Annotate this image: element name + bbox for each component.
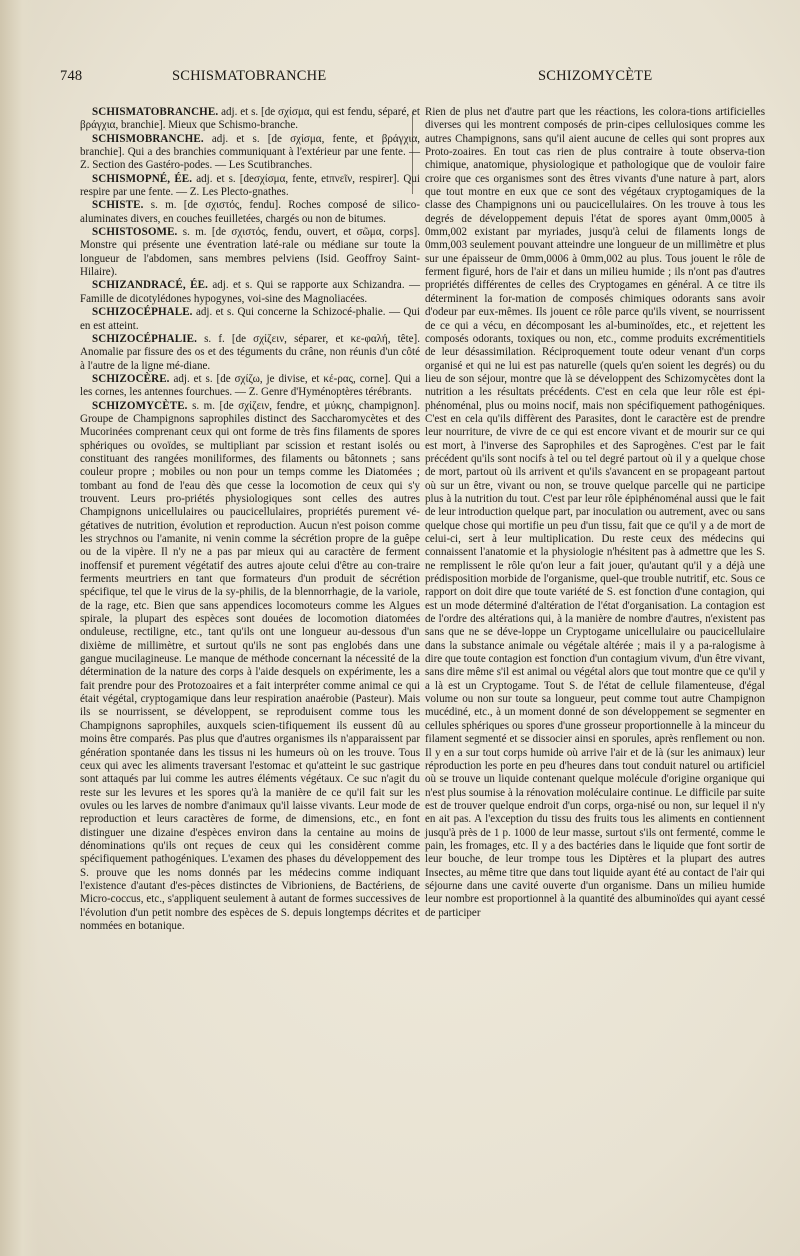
- entry-schistosome: [80, 226, 420, 279]
- entry-definition: s. m. [de σχιστός, fendu, ouvert, et σῶμα, corps]. Monstre qui présente une éventration laté-rale ou médiane sur toute la longueur de l'abdomen, sans membres pelviens (Isid. Geoffroy Saint-Hilaire).: [80, 226, 420, 279]
- entry-headword: SCHISTOSOME.: [92, 226, 178, 239]
- right-column: [425, 106, 765, 920]
- entry-definition: s. m. [de σχίζειν, fendre, et μύκης, champignon]. Groupe de Champignons saprophiles distinct des Saccharomycètes et des Mucorinées comprenant ceux qui ont forme de très fins filaments de spores sphériques ou ovoïdes, se multipliant par scission et restant isolés ou constituant des rangées moniliformes, des filaments ou bâtonnets ; sans couleur propre ; mobiles ou non pour un temps comme les Diatomées ; tombant au fond de l'eau dès que cesse la locomotion de ceux qui s'y trouvent. Leurs pro-priétés physiologiques sont celles des autres Champignons unicellulaires ou paucicellulaires, propriétés purement vé-gétatives de nutrition, évolution et reproduction. Aucun n'est poison comme les strychnos ou l'amanite, ni venin comme la sécrétion propre de la guêpe ou de la vipère. Il n'y ne a pas par mieux qui au caractère de ferment inoffensif et purement végétatif des autres ajoute celui d'être au con-traire ferments meurtriers en tant que formateurs d'un produit de sécrétion spécifique, tel que le virus de la sy-philis, de la blennorrhagie, de la variole, de la rage, etc. Bien que sans appendices locomoteurs comme les Algues spirale, la plupart des espèces sont douées de locomotion diatomées onduleuse, rectiligne, etc., tant qu'ils ont une longueur au-dessous d'un dixième de millimètre, et surtout qu'ils ne sont pas englobés dans une gangue mucilagineuse. Le manque de méthode concernant la nécessité de la détermination de la nature des corps à l'aide desquels on expérimente, les a fait prendre pour des Protozoaires et a fait interpréter comme animal ce qui était végétal, cryptogamique dans leur respiration anaérobie (Pasteur). Mais ils se nourrissent, se développent, se reproduisent comme tous les Champignons saprophiles, auxquels scien-tifiquement ils eussent dû au moins être comparés. Pas plus que d'autres organismes ils n'apparaissent par génération spontanée dans les tissus ni les humeurs où on les trouve. Tous ceux qui avec les aliments traversant l'estomac et qu'atteint le suc gastrique sont attaqués par lui comme les autres éléments végétaux. Ce suc n'agit du reste sur les levures et les spores qu'à la manière de ce qu'il fait sur les ovules ou les larves de nombre d'animaux qu'il laisse vivants. Leur mode de reproduction et leurs caractères de forme, de dimensions, etc., en font distinguer une dizaine d'espèces environ dans la centaine au moins de dénominations qu'ils ont reçues de ceux qui les considèrent comme spécifiquement pathogéniques. L'examen des phases du développement des S. prouve que les noms donnés par les médecins comme indiquant l'existence d'autant d'es-pèces distinctes de Vibrioniens, de Bactériens, de Micro-coccus, etc., s'appliquent seulement à autant de formes successives de l'évolution d'un petit nombre des espèces de S. depuis longtemps décrites et nommées en botanique.: [80, 399, 420, 932]
- entry-schizomycete: [80, 400, 420, 934]
- left-column: [80, 106, 420, 933]
- entry-schiste: [80, 199, 420, 226]
- entry-definition: adj. et s. Qui concerne la Schizocé-phalie. — Qui en est atteint.: [80, 306, 420, 332]
- entry-headword: SCHISTE.: [92, 199, 144, 212]
- page-number: 748: [60, 68, 83, 84]
- entry-definition: adj. et s. [de σχίσμα, fente, et βράγχια, branchie]. Qui a des branchies communiquant à l'extérieur par une fente. — Z. Section des Gastéro-podes. — Les Scutibranches.: [80, 132, 420, 172]
- book-spine-shadow: [0, 0, 38, 1256]
- right-running-head: SCHIZOMYCÈTE: [538, 68, 653, 84]
- entry-headword: SCHIZOCÉPHALIE.: [92, 332, 197, 345]
- entry-headword: SCHIZOMYCÈTE.: [92, 399, 188, 412]
- entry-schizocephale: [80, 306, 420, 333]
- left-running-head: SCHISMATOBRANCHE: [172, 68, 327, 84]
- entry-headword: SCHIZANDRACÉ, ÉE.: [92, 279, 208, 292]
- entry-definition: adj. et s. Qui se rapporte aux Schizandra. — Famille de dicotylédones hypogynes, voi-sine des Magnoliacées.: [80, 279, 420, 305]
- entry-headword: SCHISMOPNÉ, ÉE.: [92, 172, 193, 185]
- entry-schismatobranche: [80, 106, 420, 133]
- entry-schismobranche: [80, 133, 420, 173]
- entry-schizocephalie: [80, 333, 420, 373]
- entry-schismopne: [80, 173, 420, 200]
- entry-schizandrace: [80, 279, 420, 306]
- entry-headword: SCHIZOCÈRE.: [92, 372, 170, 385]
- entry-definition: adj. et s. [de σχίσμα, qui est fendu, séparé, et βράγχια, branchie]. Mieux que Schismo-branche.: [80, 106, 420, 132]
- running-header: [60, 68, 764, 92]
- continued-paragraph: Rien de plus net d'autre part que les réactions, les colora-tions artificielles diverses qui les montrent composés de prin-cipes cellulosiques comme les autres Champignons, sans qu'il aient aucune de celles qui sont propres aux Proto-zoaires. En tout cas rien de plus contraire à toute observa-tion chimique, anatomique, physiologique et pathologique que de vouloir faire croire que ces organismes sont des êtres vivants d'une nature à part, alors que tout montre en eux que ce sont des végétaux cryptogamiques de la classe des Champignons uni ou paucicellulaires. On les trouve à tous les degrés de développement depuis l'état de spores ayant 0mm,0005 à 0mm,002 existant par myriades, jusqu'à celui de filaments longs de 0mm,003 seulement pouvant atteindre une longueur de un millimètre et plus sur une épaisseur de 0mm,0006 à 0mm,002 au plus. Tous jouent le rôle de ferment figuré, hors de l'air et dans un milieu humide ; ils n'ont pas d'autres propriétés différentes de celles des Cryptogames en général. A ce titre ils déterminent la for-mation de composés chimiques odorants sans avoir d'odeur par eux-mêmes. Ils jouent ce rôle parce qu'ils vivent, se nourrissent de ce qui a vécu, en décomposant les al-buminoïdes, etc., et rejettent les composés odorants, toxiques ou non, etc., comme produits excrémentitiels de leur désassimilation. Réciproquement toute odeur venant d'un corps organisé et qui ne lui est pas naturelle (quels qu'en soient les degrés) ou du lieu de son séjour, montre que là se développent des Schizomycètes dont la nutrition a les résultats précédents. C'est en cela que leur rôle est épi-phénoménal, plus ou moins nocif, mais non spécifiquement pathogéniques. C'est en cela qu'ils diffèrent des Parasites, dont le caractère est de prendre leur nourriture, de vivre de ce qui est encore vivant et de mourir sur ce qui est mort, à l'inverse des Saprophiles et des Saprogènes. C'est par le fait précédent qu'ils sont nocifs à tel ou tel degré partout où il y a quelque chose de mort, partout où ils arrivent et qu'ils s'avancent en se propageant partout où sur un être, vivant ou non, se trouve quelque parcelle qui ne participe plus à la nutrition du tout. C'est par leur rôle épiphénoménal aussi que le fait de leur introduction quelque part, par inoculation ou autrement, avec ou sans quelque chose qui mortifie un peu d'un tissu, fait que ce qu'il y a de mort de celui-ci, sert à leur multiplication. Du reste ceux des médecins qui connaissent l'anatomie et la physiologie n'hésitent pas à admettre que les S. ne remplissent le rôle qu'on leur a fait jouer, qu'autant qu'il y a déjà une prédisposition morbide de l'organisme, quel-que trouble nutritif, etc. Sous ce rapport on doit dire que toute variété de S. est fonction d'une contagion, qui est un mode déterminé d'altération de l'état d'organisation. La contagion est de l'ordre des altérations qui, à la manière de nombre d'autres, n'existent pas sans que ne se déve-loppe un Cryptogame unicellulaire ou paucicellulaire dans la substance animale ou végétale altérée ; mais il y a pa-ralogisme à dire que toute contagion est fonction d'un contagium vivum, d'un être vivant, sans dire même s'il est animal ou végétal alors que tout montre que ce qu'il y a là est un Cryptogame. Tout S. de l'état de cellule filamenteuse, d'égal volume ou non sur toute sa longueur, peut comme tout autre Champignon mucédiné, etc., à un moment donné de son développement se segmenter en cellules sphériques ou spores d'une grosseur proportionnelle à la minceur du filament segmenté et se dissocier ainsi en sporules, après renflement ou non. Il y en a sur tout corps humide où arrive l'air et de là (sur les animaux) leur réproduction les porte en peu d'heures dans tout conduit naturel ou artificiel où se trouve un liquide contenant quelque molécule d'origine organique qui n'est plus soumise à la rénovation moléculaire continue. Le difficile par suite est de trouver quelque endroit d'un corps, orga-nisé ou non, sur lequel il n'y en ait pas. A l'exception du tissu des fruits tous les aliments en contiennent jusqu'à près de 1 p. 1000 de leur masse, surtout s'ils ont fermenté, comme le pain, les fromages, etc. Il y a des bactéries dans le liquide que font sortir de leur bouche, de leur trompe tous les Diptères et la plupart des autres Insectes, au même titre que dans tout liquide ayant été au contact de l'air qui séjourne dans une cavité ouverte d'un organisme. Dans un milieu humide leur nombre est proportionnel à la quantité des albuminoïdes qui ayant cessé de participer: [425, 106, 765, 919]
- entry-definition: s. m. [de σχιστός, fendu]. Roches composé de silico-aluminates divers, en couches feuilletées, chargés ou non de bitumes.: [80, 199, 420, 225]
- entry-definition: adj. et s. [de σχίζω, je divise, et κέ-ρας, corne]. Qui a les cornes, les antennes fourchues. — Z. Genre d'Hyménoptères térébrants.: [80, 372, 420, 399]
- entry-headword: SCHISMOBRANCHE.: [92, 132, 204, 145]
- entry-schizocere: [80, 373, 420, 400]
- entry-definition: s. f. [de σχίζειν, séparer, et κε-φαλή, tête]. Anomalie par fissure des os et des téguments du crâne, non réunis d'un côté à l'autre de la ligne mé-diane.: [80, 332, 420, 372]
- entry-definition: adj. et s. [deσχίσμα, fente, etπνεῖν, respirer]. Qui respire par une fente. — Z. Les Plecto-gnathes.: [80, 172, 420, 199]
- entry-headword: SCHISMATOBRANCHE.: [92, 106, 219, 118]
- entry-headword: SCHIZOCÉPHALE.: [92, 306, 193, 319]
